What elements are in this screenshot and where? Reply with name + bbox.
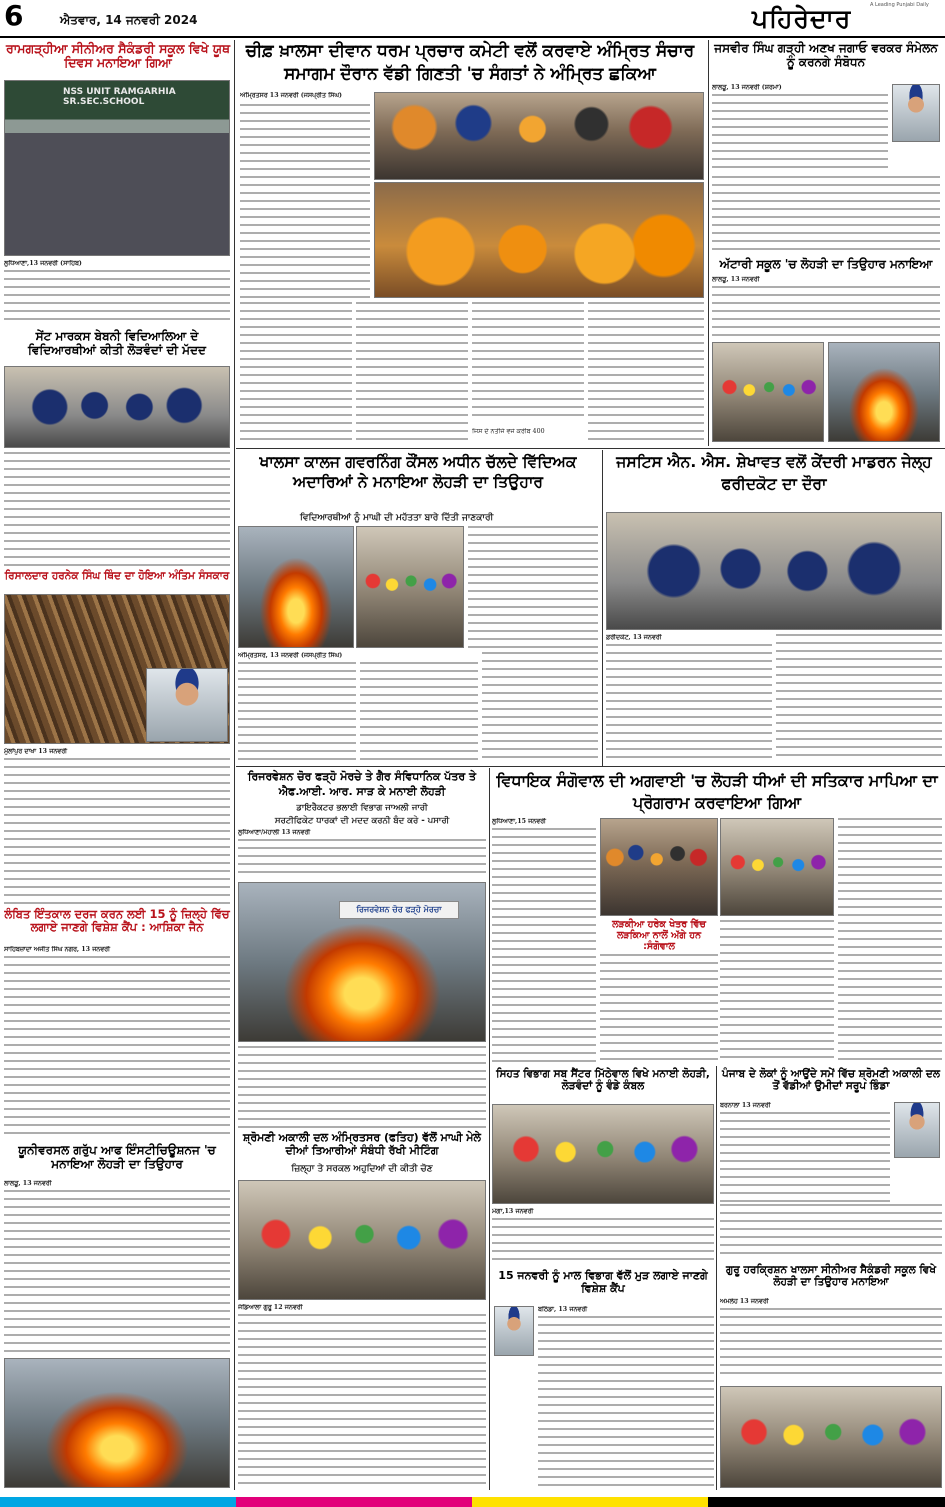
body-universal (4, 1190, 230, 1352)
photo-mal-portrait (494, 1306, 534, 1356)
column-rule-4 (489, 768, 490, 1490)
headline-camp: ਲੰਬਿਤ ਇੰਤਕਾਲ ਦਰਜ ਕਰਨ ਲਈ 15 ਨੂੰ ਜ਼ਿਲ੍ਹੇ ਵਿੱਚ ਲਗਾਏ ਜਾਣਗੇ ਵਿਸ਼ੇਸ਼ ਕੈਂਪ : ਆਸ਼ਿਕਾ ਜੈਨ (4, 907, 230, 935)
body-justice-1 (606, 644, 772, 762)
photo-khalsa-lohri-1 (238, 526, 354, 648)
lede-justice: ਫ਼ਰੀਦਕੋਟ, 13 ਜਨਵਰੀ (606, 634, 662, 641)
body-rishaldar (4, 758, 230, 904)
body-khalsa-1 (238, 662, 356, 762)
lede-attari: ਲਾਲੜੂ, 13 ਜਨਵਰੀ (712, 276, 760, 283)
photo-sangowal-event (600, 818, 718, 916)
headline-justice: ਜਸਟਿਸ ਐਨ. ਐਸ. ਸ਼ੇਖਾਵਤ ਵਲੋਂ ਕੇਂਦਰੀ ਮਾਡਰਨ ਜੇਲ੍ਹ ਫਰੀਦਕੋਟ ਦਾ ਦੌਰਾ (616, 453, 932, 493)
headline-girls: ਲੜਕੀਆ ਹਰੇਕ ਖੇਤਰ ਵਿੱਚ ਲੜਕਿਆ ਨਾਲੋਂ ਅੱਗੇ ਹਨ :ਸੰਗੋਵਾਲ (612, 919, 706, 952)
print-mark-black (708, 1497, 945, 1507)
body-jasveer-2 (712, 176, 940, 254)
body-khalsa-3 (482, 652, 598, 762)
body-main-col3 (356, 302, 468, 442)
headline-sangowal: ਵਿਧਾਇਕ ਸੰਗੋਵਾਲ ਦੀ ਅਗਵਾਈ 'ਚ ਲੋਹੜੀ ਧੀਆਂ ਦੀ ਸਤਿਕਾਰ ਮਾਪਿਆ ਦਾ ਪ੍ਰੋਗਰਾਮ ਕਰਵਾਇਆ ਗਿਆ (496, 771, 938, 813)
body-sangowal-2 (838, 818, 942, 1064)
photo-jasveer-portrait (892, 84, 940, 142)
photo-shiromani-meeting (238, 1180, 486, 1300)
photo-punjab-portrait (894, 1102, 940, 1158)
headline-sent-marks: ਸੇਂਟ ਮਾਰਕਸ ਬੇਬਨੀ ਵਿਦਿਆਲਿਆ ਦੇ ਵਿਦਿਆਰਥੀਆਂ ਕੀਤੀ ਲੋੜਵੰਦਾਂ ਦੀ ਮੱਦਦ (28, 329, 206, 357)
paper-name-logo: ਪਹਿਰੇਦਾਰ (752, 4, 852, 33)
lede-ramgarhia: ਲੁਧਿਆਣਾ,13 ਜਨਵਰੀ (ਸਾਹਿਬ) (4, 260, 82, 267)
body-shiromani (238, 1314, 486, 1488)
body-mal (538, 1316, 714, 1488)
photo-ramgarhia-school (4, 80, 230, 256)
lede-camp: ਸਾਹਿਬਜ਼ਾਦਾ ਅਜੀਤ ਸਿੰਘ ਨਗਰ, 13 ਜਨਵਰੀ (4, 946, 110, 953)
page-number: 6 (4, 0, 24, 32)
headline-main: ਚੀਫ਼ ਖ਼ਾਲਸਾ ਦੀਵਾਨ ਧਰਮ ਪ੍ਰਚਾਰ ਕਮੇਟੀ ਵਲੋਂ ਕਰਵਾਏ ਅੰਮ੍ਰਿਤ ਸੰਚਾਰ ਸਮਾਗਮ ਦੌਰਾਨ ਵੱਡੀ ਗਿਣਤੀ 'ਚ ਸੰਗਤਾਂ ਨੇ ਅੰਮ੍ਰਿਤ ਛਕਿਆ (245, 41, 695, 84)
headline-universal: ਯੂਨੀਵਰਸਲ ਗਰੁੱਪ ਆਫ ਇੰਸਟੀਚਿਊਸ਼ਨਜ 'ਚ ਮਨਾਇਆ ਲੋਹੜੀ ਦਾ ਤਿਉਹਾਰ (18, 1143, 216, 1171)
body-health (492, 1218, 714, 1266)
print-mark-yellow (472, 1497, 708, 1507)
section-rule-2 (236, 766, 945, 767)
body-punjab (720, 1112, 890, 1202)
page-date: ਐਤਵਾਰ, 14 ਜਨਵਰੀ 2024 (60, 13, 198, 27)
photo-health-blankets (492, 1104, 714, 1204)
body-sent-marks (4, 452, 230, 566)
body-punjab-2 (720, 1204, 942, 1260)
subhead-shiromani: ਜ਼ਿਲ੍ਹਾ ਤੇ ਸਰਕਲ ਅਹੁਦਿਆਂ ਦੀ ਕੀਤੀ ਚੋਣ (291, 1164, 433, 1174)
body-sangowal-1 (492, 828, 596, 1064)
lede-health: ਮੋਗਾ,13 ਜਨਵਰੀ (492, 1208, 534, 1215)
photo-harkrishan-lohri (720, 1386, 942, 1488)
lede-shiromani: ਜੰਡਿਆਲਾ ਗੁਰੂ 12 ਜਨਵਰੀ (238, 1304, 303, 1311)
body-main-col5 (588, 302, 704, 442)
body-khalsa-2 (360, 662, 478, 762)
print-mark-magenta (236, 1497, 472, 1507)
photo-sign: NSS UNIT RAMGARHIA SR.SEC.SCHOOL (63, 87, 176, 107)
lede-mal: ਬਠਿੰਡਾ, 13 ਜਨਵਰੀ (538, 1306, 588, 1313)
column-rule-1 (234, 40, 235, 1490)
body-camp (4, 956, 230, 1140)
protest-banner: ਰਿਜਰਵੇਸ਼ਨ ਚੋਰ ਫੜ੍ਹੋ ਮੋਰਚਾ (339, 901, 459, 919)
body-reservation (238, 839, 486, 879)
photo-universal-lohri (4, 1358, 230, 1488)
photo-main-dignitaries (374, 92, 704, 180)
body-main-col2 (240, 302, 352, 442)
lede-rishaldar: ਮੁੱਲਾਂਪੁਰ ਦਾਖਾ 13 ਜਨਵਰੀ (4, 748, 68, 755)
photo-sent-marks (4, 366, 230, 448)
lede-jasveer: ਲਾਲੜੂ, 13 ਜਨਵਰੀ (ਸ਼ਰਮਾ) (712, 84, 782, 91)
body-ramgarhia (4, 270, 230, 326)
photo-sangowal-lohri (720, 818, 834, 916)
photo-rishaldar-portrait (146, 668, 228, 742)
lede-reservation: ਲੁਧਿਆਣਾ/ਮੋਹਾਲੀ 13 ਜਨਵਰੀ (238, 829, 311, 836)
photo-main-sangat (374, 182, 704, 298)
photo-justice-visit (606, 512, 942, 630)
photo-khalsa-lohri-2 (356, 526, 464, 648)
lede-main: ਅੰਮ੍ਰਿਤਸਰ 13 ਜਨਵਰੀ (ਜਸਪ੍ਰੀਤ ਸਿੰਘ) (240, 92, 342, 99)
body-sangowal-3 (600, 954, 718, 1064)
print-mark-cyan (0, 1497, 236, 1507)
subhead-khalsa-college: ਵਿਦਿਆਰਥੀਆਂ ਨੂੰ ਮਾਘੀ ਦੀ ਮਹੱਤਤਾ ਬਾਰੇ ਦਿੱਤੀ ਜਾਣਕਾਰੀ (300, 513, 494, 523)
headline-reservation: ਰਿਜਰਵੇਸ਼ਨ ਚੋਰ ਫੜ੍ਹੋ ਮੋਰਚੇ ਤੇ ਗੈਰ ਸੰਵਿਧਾਨਿਕ ਪੱਤਰ ਤੇ ਐਫ.ਆਈ. ਆਰ. ਸਾੜ ਕੇ ਮਨਾਈ ਲੋਹੜੀ (247, 770, 477, 798)
headline-shiromani: ਸ਼੍ਰੋਮਣੀ ਅਕਾਲੀ ਦਲ ਅੰਮ੍ਰਿਤਸਰ (ਫਤਿਹ) ਵੱਲੋਂ ਮਾਘੀ ਮੇਲੇ ਦੀਆਂ ਤਿਆਰੀਆਂ ਸੰਬੰਧੀ ਰੱਖੀ ਮੀਟਿੰਗ (243, 1131, 481, 1157)
tagline: A Leading Punjabi Daily (870, 2, 929, 8)
headline-harkrishan: ਗੁਰੂ ਹਰਕ੍ਰਿਸ਼ਨ ਖਾਲਸਾ ਸੀਨੀਅਰ ਸੈਕੰਡਰੀ ਸਕੂਲ ਵਿਖੇ ਲੋਹੜੀ ਦਾ ਤਿਉਹਾਰ ਮਨਾਇਆ (726, 1264, 936, 1289)
lede-khalsa-college: ਅੰਮ੍ਰਿਤਸਰ, 13 ਜਨਵਰੀ (ਜਸਪ੍ਰੀਤ ਸਿੰਘ) (238, 652, 343, 659)
lede-universal: ਲਾਲੜੂ, 13 ਜਨਵਰੀ (4, 1180, 52, 1187)
body-main-col4 (472, 302, 584, 422)
subhead-reservation-2: ਸਰਟੀਫਿਕੇਟ ਧਾਰਕਾਂ ਦੀ ਮਦਦ ਕਰਨੀ ਬੰਦ ਕਰੇ - ਪਸਾਰੀ (274, 816, 450, 826)
body-harkrishan (720, 1308, 942, 1380)
section-rule-1 (236, 448, 945, 449)
lede-punjab: ਬਰਨਾਲਾ 13 ਜਨਵਰੀ (720, 1102, 771, 1109)
body-reservation-2 (238, 1046, 486, 1128)
column-rule-5 (716, 1066, 717, 1490)
photo-reservation-protest (238, 882, 486, 1042)
lede-sangowal: ਲੁਧਿਆਣਾ,15 ਜਨਵਰੀ (492, 818, 546, 825)
photo-attari-bonfire (828, 342, 940, 442)
headline-punjab: ਪੰਜਾਬ ਦੇ ਲੋਕਾਂ ਨੂੰ ਆਉਂਦੇ ਸਮੇਂ ਵਿੱਚ ਸ਼੍ਰੋਮਣੀ ਅਕਾਲੀ ਦਲ ਤੋਂ ਵੱਡੀਆਂ ਉਮੀਦਾਂ ਸਰੂਪ ਭਿੰਡਾ (722, 1068, 940, 1093)
headline-rishaldar: ਰਿਸਾਲਦਾਰ ਹਰਨੇਕ ਸਿੰਘ ਥਿੰਦ ਦਾ ਹੋਇਆ ਅੰਤਿਮ ਸੰਸਕਾਰ (4, 570, 230, 582)
photo-attari-school (712, 342, 824, 442)
masthead (0, 0, 945, 38)
body-justice-2 (776, 634, 942, 762)
body-jasveer (712, 94, 888, 174)
body-sangowal-4 (720, 920, 834, 1064)
body-khalsa-side (468, 526, 598, 648)
closing-main: ਜਿਸ ਦੇ ਨਤੀਜੇ ਵਜੋ ਕਰੀਬ 400 (472, 428, 545, 435)
headline-jasveer: ਜਸਵੀਰ ਸਿੰਘ ਗੜ੍ਹੀ ਅਣਖ ਜਗਾਓ ਵਰਕਰ ਸੰਮੇਲਨ ਨੂੰ ਕਰਨਗੇ ਸੰਬੋਧਨ (714, 41, 938, 69)
headline-ramgarhia: ਰਾਮਗੜ੍ਹੀਆ ਸੀਨੀਅਰ ਸੈਕੰਡਰੀ ਸਕੂਲ ਵਿਖੇ ਯੂਥ ਦਿਵਸ ਮਨਾਇਆ ਗਿਆ (5, 41, 231, 71)
subhead-reservation-1: ਡਾਇਰੈਕਟਰ ਭਲਾਈ ਵਿਭਾਗ ਜਾਅਲੀ ਜਾਰੀ (296, 803, 428, 813)
body-attari (712, 286, 940, 336)
headline-health: ਸਿਹਤ ਵਿਭਾਗ ਸਬ ਸੈਂਟਰ ਮਿੱਠੇਵਾਲ ਵਿਖੇ ਮਨਾਈ ਲੋਹੜੀ, ਲੋੜਵੰਦਾਂ ਨੂੰ ਵੰਡੇ ਕੰਬਲ (496, 1068, 710, 1093)
headline-attari: ਅੱਟਾਰੀ ਸਕੂਲ 'ਚ ਲੋਹੜੀ ਦਾ ਤਿਉਹਾਰ ਮਨਾਇਆ (719, 257, 933, 271)
headline-khalsa-college: ਖਾਲਸਾ ਕਾਲਜ ਗਵਰਨਿੰਗ ਕੌਂਸਲ ਅਧੀਨ ਚੱਲਦੇ ਵਿੱਦਿਅਕ ਅਦਾਰਿਆਂ ਨੇ ਮਨਾਇਆ ਲੋਹੜੀ ਦਾ ਤਿਉਹਾਰ (259, 453, 577, 492)
lede-harkrishan: ਅਮਲੋਹ 13 ਜਨਵਰੀ (720, 1298, 769, 1305)
masthead-rule (0, 36, 945, 38)
column-rule-3 (602, 450, 603, 766)
column-rule-2 (708, 40, 709, 446)
body-main-col1 (240, 104, 370, 298)
headline-mal: 15 ਜਨਵਰੀ ਨੂੰ ਮਾਲ ਵਿਭਾਗ ਵੱਲੋਂ ਮੁੜ ਲਗਾਏ ਜਾਣਗੇ ਵਿਸ਼ੇਸ਼ ਕੈਂਪ (498, 1269, 708, 1295)
